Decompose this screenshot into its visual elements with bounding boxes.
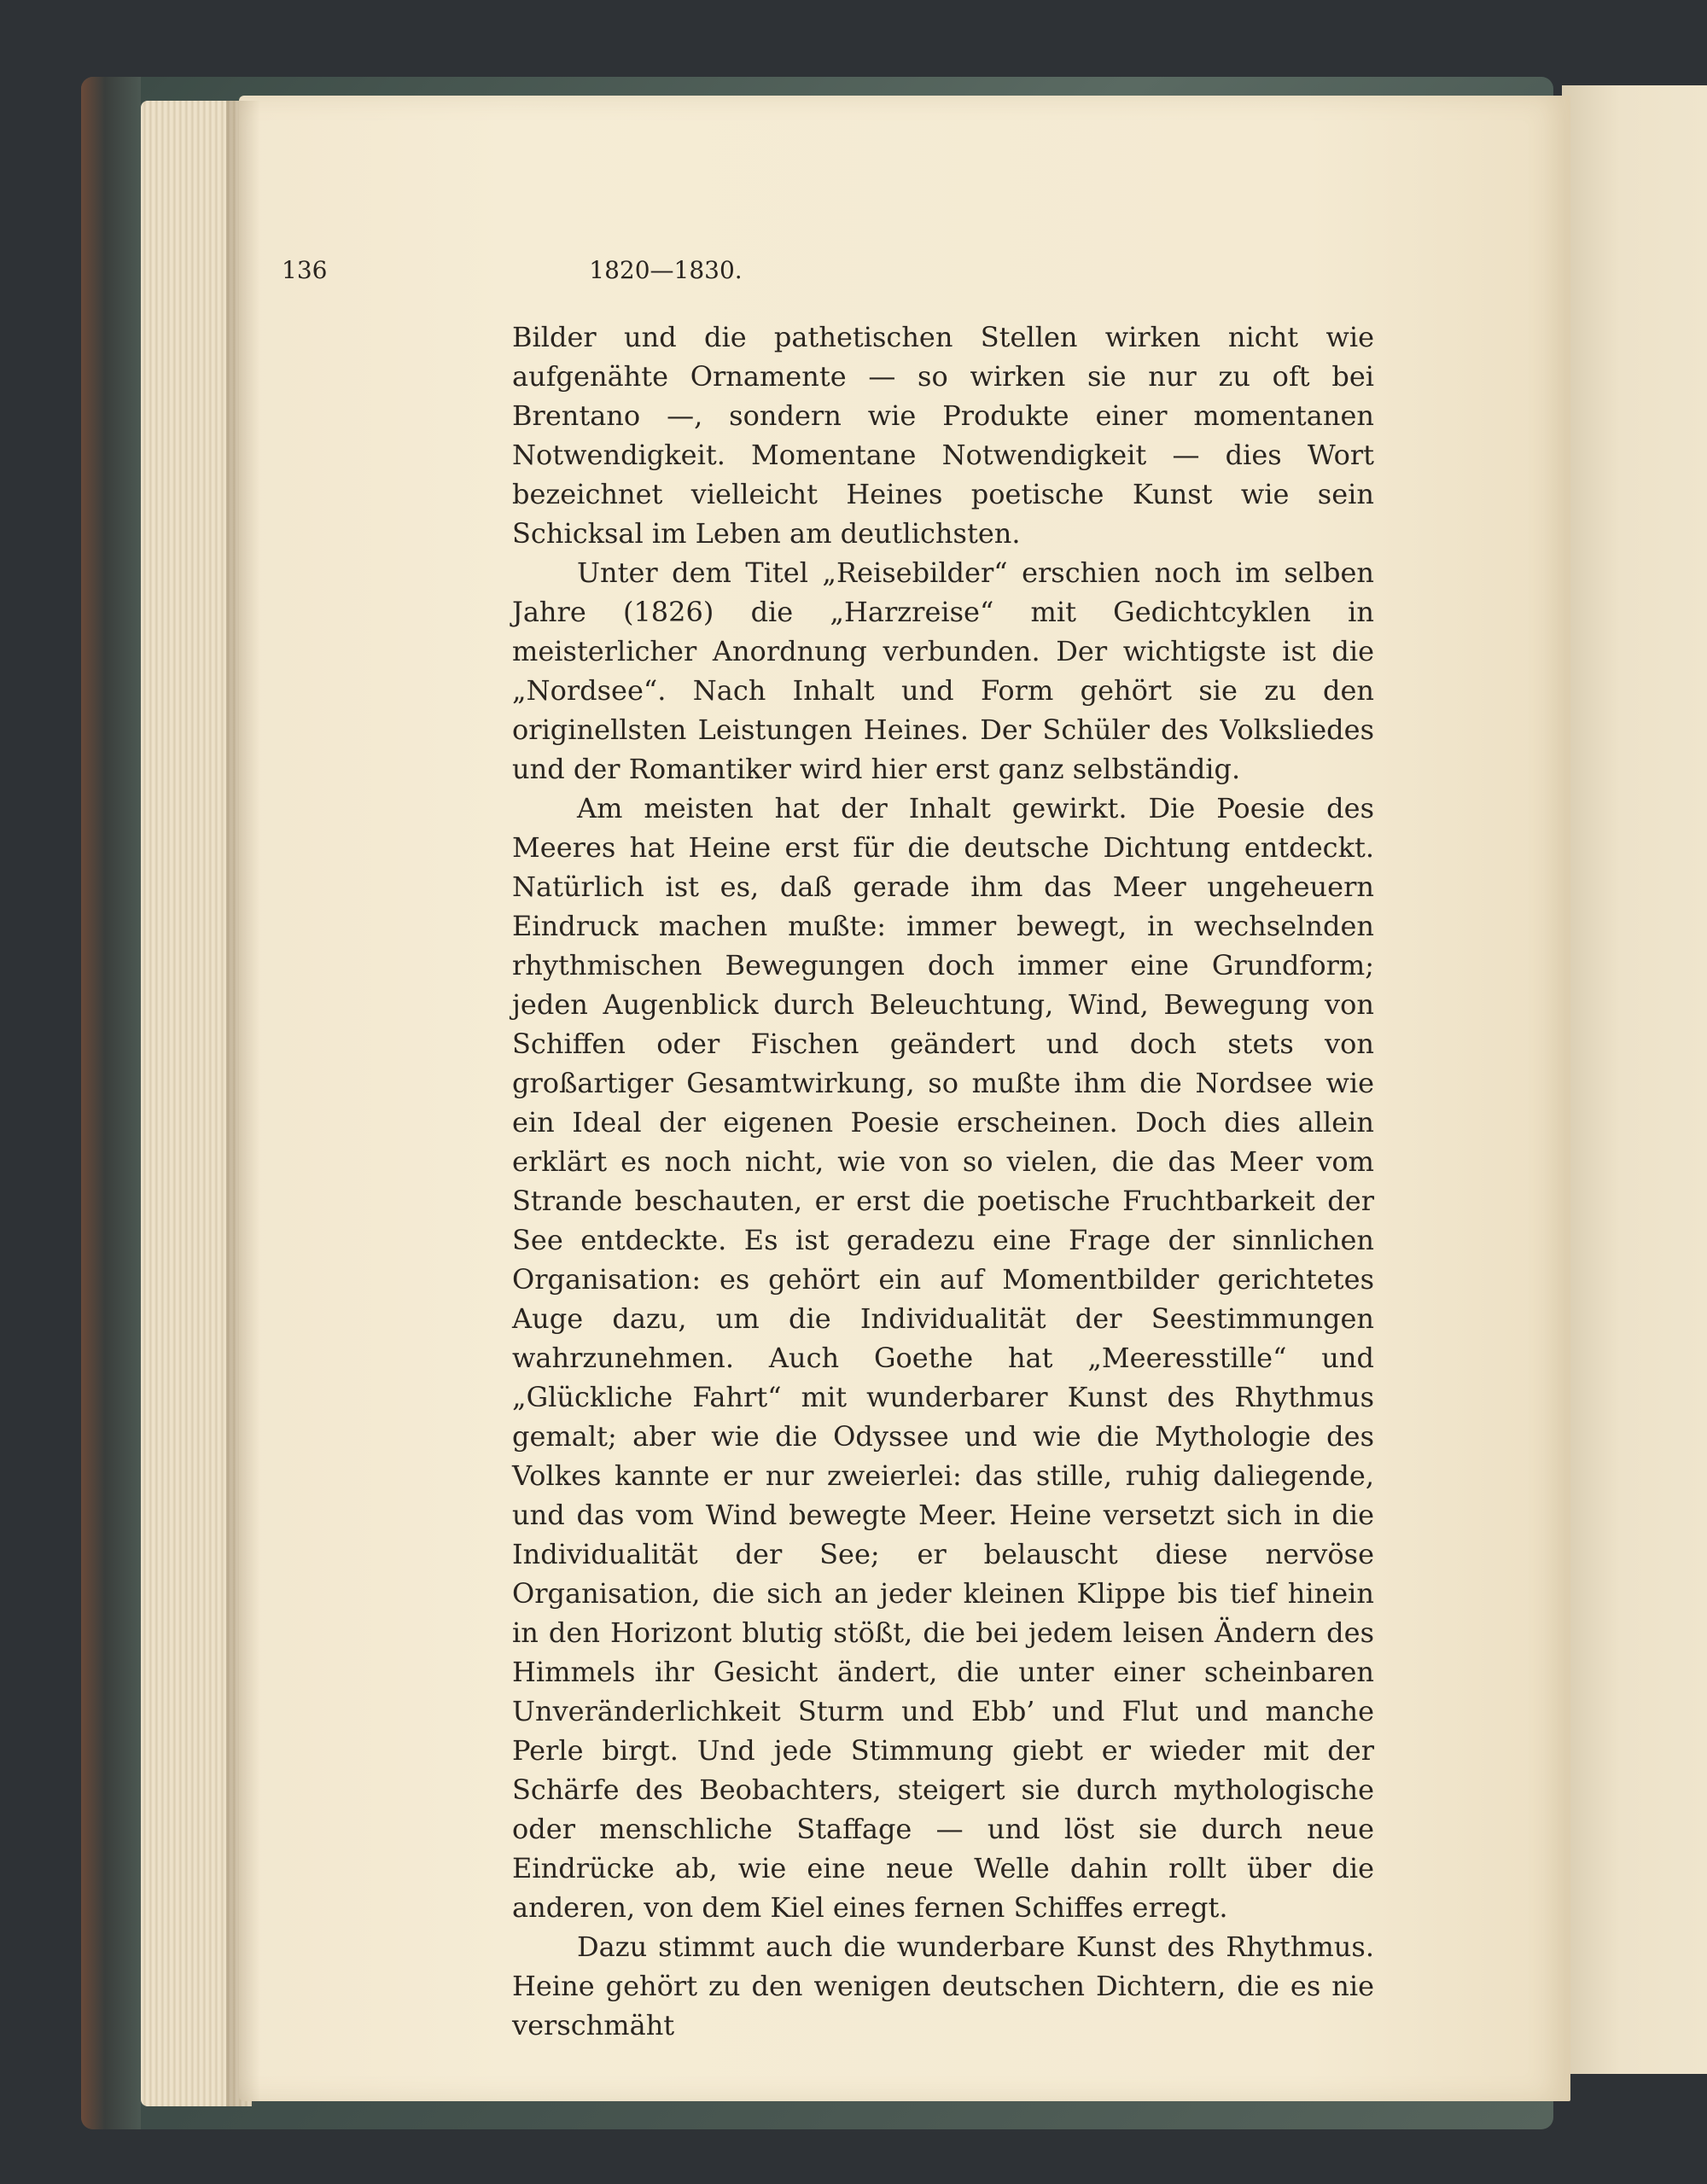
paragraph: Unter dem Titel „Reisebilder“ erschien noch im selben Jahre (1826) die „Harzreise“ mit Gedichtcyklen in meisterlicher Anordnung verbunden. Der wichtigste ist die „Nordsee“. Nach Inhalt und Form gehört sie zu den originellsten Leistungen Heines. Der Schüler des Volksliedes und der Romantiker wird hier erst ganz selbständig. — [512, 556, 1374, 785]
paragraph: Am meisten hat der Inhalt gewirkt. Die Poesie des Meeres hat Heine erst für die deutsche Dichtung entdeckt. Natürlich ist es, daß gerade ihm das Meer ungeheuern Eindruck machen mußte: immer bewegt, in wechselnden rhythmischen Bewegungen doch immer eine Grundform; jeden Augenblick durch Beleuchtung, Wind, Bewegung von Schiffen oder Fischen geändert und doch stets von großartiger Gesamtwirkung, so mußte ihm die Nordsee wie ein Ideal der eigenen Poesie erscheinen. Doch dies allein erklärt es noch nicht, wie von so vielen, die das Meer vom Strande beschauten, er erst die poetische Fruchtbarkeit der See entdeckte. Es ist geradezu eine Frage der sinnlichen Organisation: es gehört ein auf Momentbilder gerichtetes Auge dazu, um die Individualität der Seestimmungen wahrzunehmen. Auch Goethe hat „Meeresstille“ und „Glückliche Fahrt“ mit wunderbarer Kunst des Rhythmus gemalt; aber wie die Odyssee und wie die Mythologie des Volkes kannte er nur zweierlei: das stille, ruhig daliegende, und das vom Wind bewegte Meer. Heine versetzt sich in die Individualität der See; er belauscht diese nervöse Organisation, die sich an jeder kleinen Klippe bis tief hinein in den Horizont blutig stößt, die bei jedem leisen Ändern des Himmels ihr Gesicht ändert, die unter einer scheinbaren Unveränderlichkeit Sturm und Ebb’ und Flut und manche Perle birgt. Und jede Stimmung giebt er wieder mit der Schärfe des Beobachters, steigert sie durch mythologische oder menschliche Staffage — und löst sie durch neue Eindrücke ab, wie eine neue Welle dahin rollt über die anderen, von dem Kiel eines fernen Schiffes erregt. — [512, 792, 1374, 1924]
paragraph: Dazu stimmt auch die wunderbare Kunst des Rhythmus. Heine gehört zu den wenigen deutschen Dichtern, die es nie verschmäht — [512, 1931, 1374, 2041]
running-head: 1820—1830. — [589, 256, 743, 284]
facing-page-edge — [1562, 85, 1707, 2074]
page-number: 136 — [282, 256, 328, 284]
paragraph: Bilder und die pathetischen Stellen wirken nicht wie aufgenähte Ornamente — so wirken sie nur zu oft bei Brentano —, sondern wie Produkte einer momentanen Notwendigkeit. Momentane Notwendigkeit — dies Wort bezeichnet vielleicht Heines poetische Kunst wie sein Schicksal im Leben am deutlichsten. — [512, 321, 1374, 550]
gutter-shadow — [226, 101, 260, 2106]
body-text — [512, 317, 1374, 2045]
page-header — [282, 256, 1374, 290]
book-spine-edge — [81, 77, 141, 2129]
